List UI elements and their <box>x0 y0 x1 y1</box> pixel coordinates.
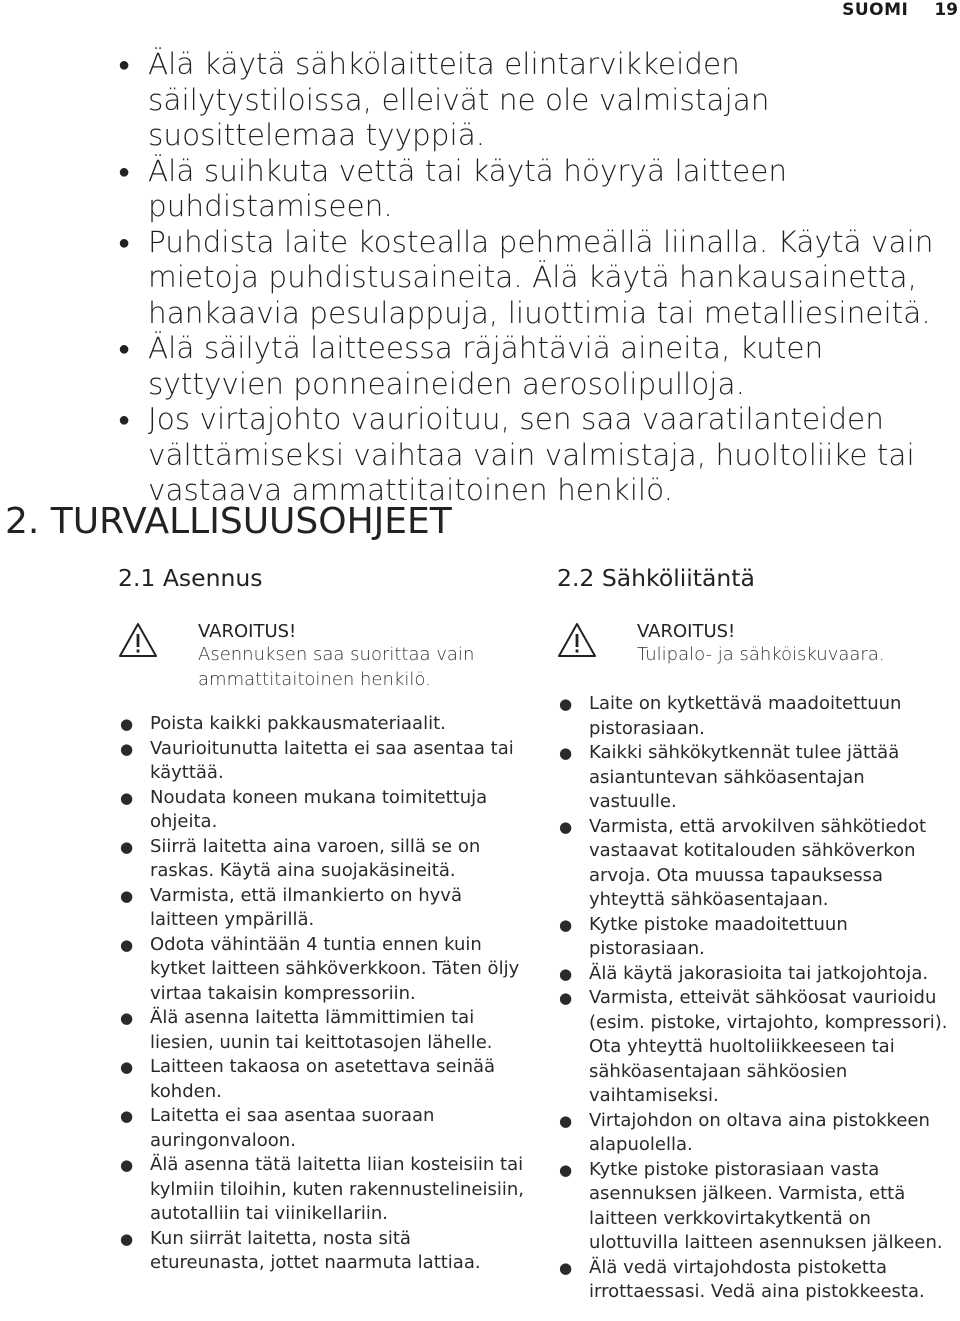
list-item: ● Varmista, etteivät sähköosat vaurioidu (esim. pistoke, virtajohto, kompressori). Ota yhteyttä huoltoliikkeeseen tai sähköasentajaan sähköosien vaihtamiseksi. <box>559 987 948 1106</box>
bullet-icon: ● <box>118 407 131 431</box>
bullet-icon: ● <box>118 336 131 360</box>
bullet-icon: ● <box>118 52 131 76</box>
list-item: ● Kaikki sähkökytkennät tulee jättää asiantuntevan sähköasentajan vastuulle. <box>559 742 900 812</box>
bullet-icon: ● <box>120 935 134 954</box>
language-label: SUOMI <box>842 0 909 20</box>
bullet-icon: ● <box>559 1258 573 1277</box>
list-item: ● Siirrä laitetta aina varoen, sillä se on raskas. Käytä aina suojakäsineitä. <box>120 835 481 881</box>
list-item: ● Virtajohdon on oltava aina pistokkeen alapuolella. <box>559 1109 930 1155</box>
warning-icon <box>557 622 597 658</box>
bullet-icon: ● <box>120 1156 134 1174</box>
list-item: ● Älä vedä virtajohdosta pistoketta irrottaessasi. Vedä aina pistokkeesta. <box>559 1256 925 1302</box>
list-item: ● Älä säilytä laitteessa räjähtäviä aineita, kuten syttyvien ponneaineiden aerosolipulloja. <box>118 331 824 401</box>
bullet-icon: ● <box>120 788 134 807</box>
bullet-icon: ● <box>120 1009 134 1027</box>
list-item: ● Älä käytä sähkölaitteita elintarvikkeiden säilytystiloissa, elleivät ne ole valmistajan suosittelemaa tyyppiä. <box>118 47 770 152</box>
list-item: ● Laitetta ei saa asentaa suoraan auringonvaloon. <box>120 1105 435 1151</box>
list-item: ● Odota vähintään 4 tuntia ennen kuin kytket laitteen sähköverkkoon. Täten öljy virtaa takaisin kompressoriin. <box>120 933 520 1004</box>
bullet-icon: ● <box>559 964 573 983</box>
bullet-icon: ● <box>559 989 573 1007</box>
list-item: ● Älä asenna tätä laitetta liian kosteisiin tai kylmiin tiloihin, kuten rakennustelineisiin, autotalliin tai viinikellariin. <box>120 1154 524 1224</box>
list-item: ● Puhdista laite kostealla pehmeällä liinalla. Käytä vain mietoja puhdistusaineita. Älä käytä hankausainetta, hankaavia pesulappuja, liuottimia tai metalliesineitä. <box>118 224 934 330</box>
list-item: ● Poista kaikki pakkausmateriaalit. <box>118 712 528 737</box>
list-item: ● Älä asenna laitetta lämmittimien tai liesien, uunin tai keittotasojen lähelle. <box>120 1007 493 1053</box>
installation-warning <box>118 620 528 692</box>
list-item: ● Älä käytä jakorasioita tai jatkojohtoja. <box>557 962 957 987</box>
intro-bullet-list <box>110 47 950 509</box>
electrical-title: 2.2 Sähköliitäntä <box>557 564 755 592</box>
bullet-icon: ● <box>559 744 573 762</box>
list-item: ● Laitteen takaosa on asetettava seinää kohden. <box>120 1056 496 1102</box>
bullet-icon: ● <box>118 158 131 183</box>
warning-title: VAROITUS! <box>198 621 297 642</box>
bullet-icon: ● <box>120 715 134 733</box>
electrical-section <box>557 562 957 1305</box>
list-item: ● Vaurioitunutta laitetta ei saa asentaa tai käyttää. <box>120 737 514 783</box>
section-title: 2. TURVALLISUUSOHJEET <box>5 501 452 542</box>
bullet-icon: ● <box>120 1058 134 1076</box>
bullet-icon: ● <box>559 1111 573 1130</box>
page-header <box>842 0 960 22</box>
bullet-icon: ● <box>559 695 573 713</box>
bullet-icon: ● <box>559 817 573 836</box>
warning-text: Tulipalo- ja sähköiskuvaara. <box>637 644 885 665</box>
bullet-icon: ● <box>120 739 134 758</box>
list-item: ● Varmista, että ilmankierto on hyvä laitteen ympärillä. <box>120 884 462 930</box>
bullet-icon: ● <box>120 1107 134 1125</box>
list-item: ● Laite on kytkettävä maadoitettuun pistorasiaan. <box>559 693 902 739</box>
list-item: ● Varmista, että arvokilven sähkötiedot vastaavat kotitalouden sähköverkon arvoja. Ota muussa tapauksessa yhteyttä sähköasentajaan. <box>559 815 927 910</box>
warning-title: VAROITUS! <box>637 621 736 642</box>
list-item: ● Jos virtajohto vaurioituu, sen saa vaaratilanteiden välttämiseksi vaihtaa vain valmistaja, huoltoliike tai vastaava ammattitaitoinen henkilö. <box>118 402 915 507</box>
bullet-icon: ● <box>118 229 131 254</box>
electrical-warning <box>557 620 957 676</box>
installation-title: 2.1 Asennus <box>118 564 263 592</box>
list-item: ● Kun siirrät laitetta, nosta sitä etureunasta, jottet naarmuta lattiaa. <box>120 1227 481 1273</box>
bullet-icon: ● <box>120 886 134 905</box>
page-number: 19 <box>934 0 958 20</box>
list-item: ● Kytke pistoke maadoitettuun pistorasiaan. <box>559 913 848 959</box>
bullet-icon: ● <box>559 915 573 934</box>
electrical-bullet-list <box>557 692 957 1305</box>
installation-bullet-list <box>118 712 528 1276</box>
list-item: ● Älä suihkuta vettä tai käytä höyryä laitteen puhdistamiseen. <box>118 153 788 223</box>
bullet-icon: ● <box>120 1229 134 1248</box>
bullet-icon: ● <box>120 837 134 856</box>
installation-section <box>118 562 528 1276</box>
warning-icon <box>118 622 158 658</box>
list-item: ● Kytke pistoke pistorasiaan vasta asennuksen jälkeen. Varmista, että laitteen verkkovirtakytkentä on ulottuvilla laitteen asennuksen jälkeen. <box>559 1158 943 1253</box>
warning-text: Asennuksen saa suorittaa vain ammattitaitoinen henkilö. <box>198 644 475 690</box>
list-item: ● Noudata koneen mukana toimitettuja ohjeita. <box>120 786 488 832</box>
bullet-icon: ● <box>559 1160 573 1179</box>
